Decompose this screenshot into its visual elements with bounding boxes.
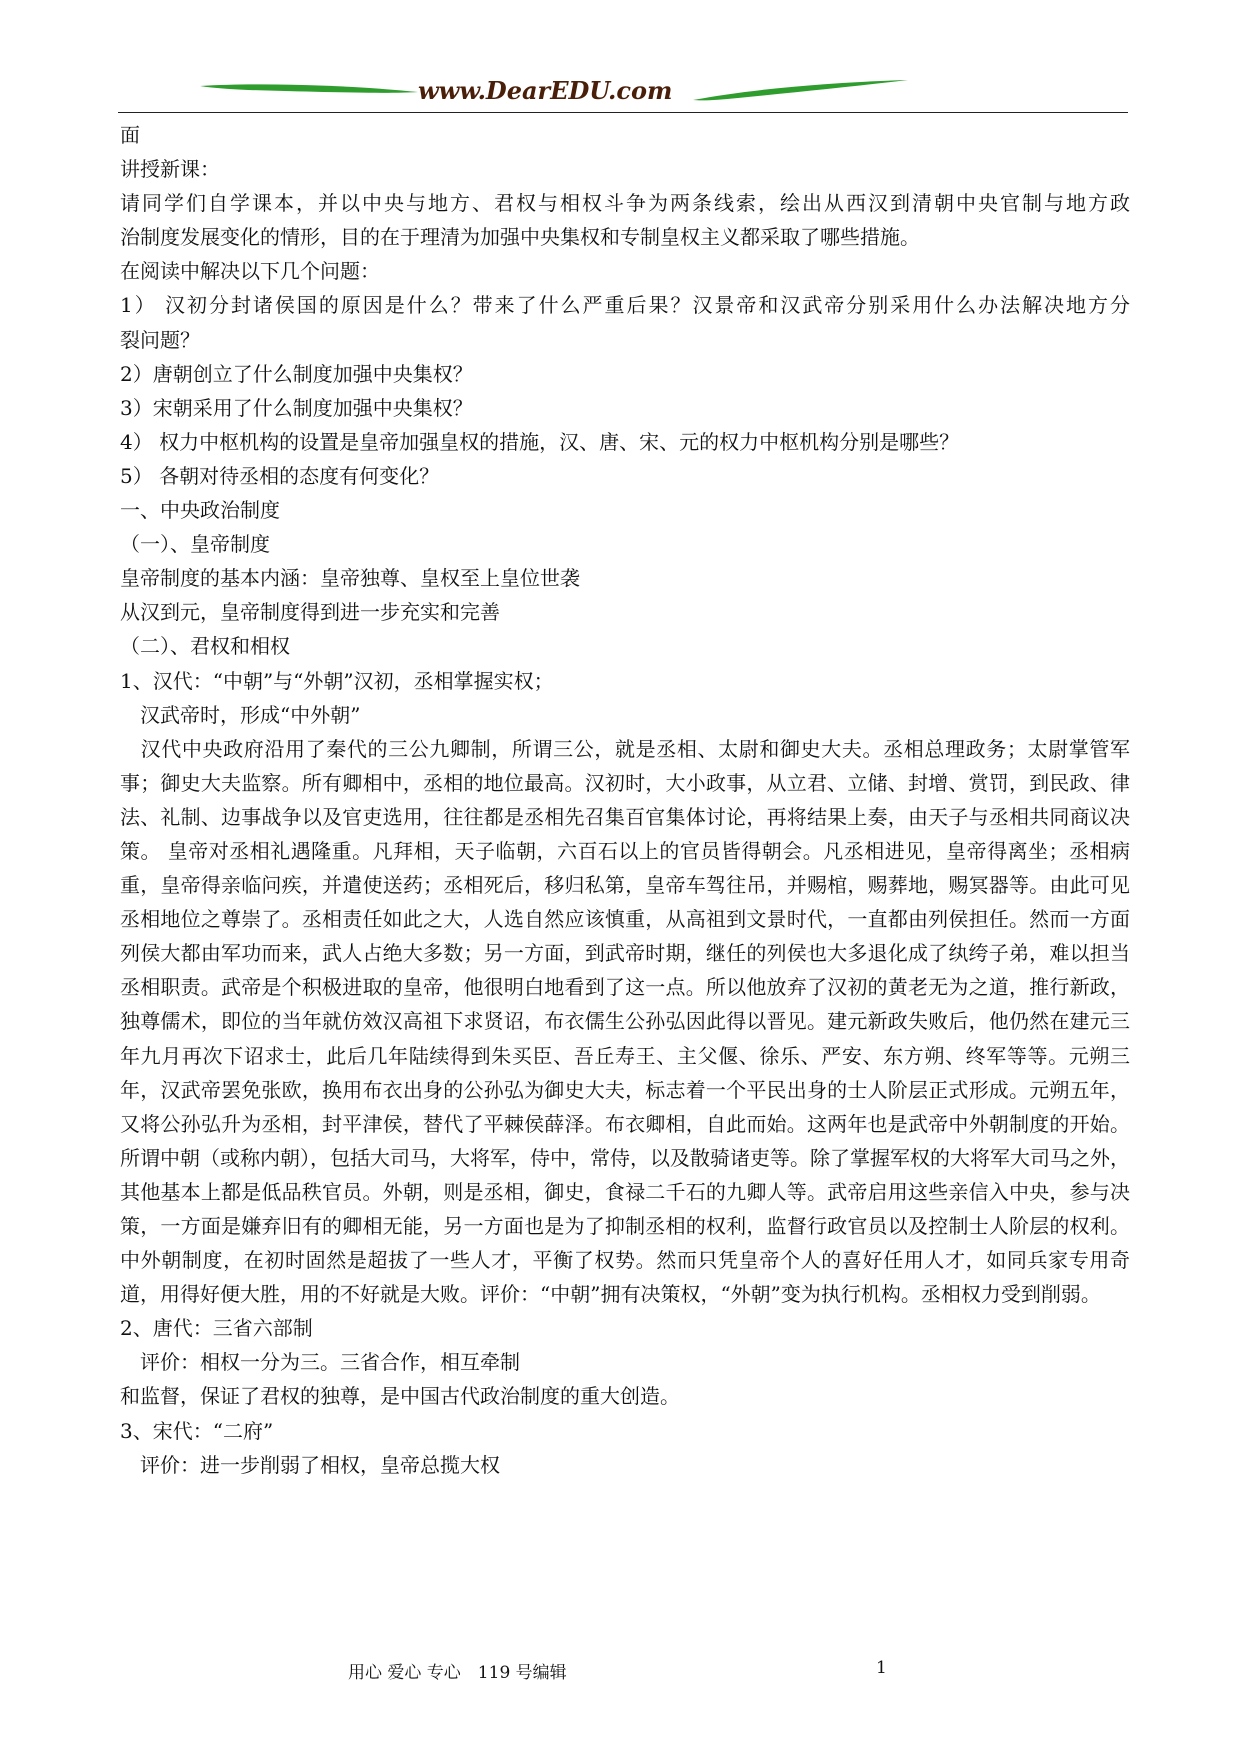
page-number: 1	[876, 1658, 887, 1678]
text-line: 面	[120, 123, 140, 147]
footer-text: 用心 爱心 专心 119 号编辑	[348, 1663, 567, 1683]
logo-swoosh-right	[693, 80, 908, 100]
text-line: 和监督，保证了君权的独尊，是中国古代政治制度的重大创造。	[120, 1384, 680, 1409]
text-line: 1、汉代：“中朝”与“外朝”汉初，丞相掌握实权；	[120, 668, 554, 693]
text-line: 3、宋代：“二府”	[120, 1418, 274, 1443]
text-line: 3）宋朝采用了什么制度加强中央集权？	[120, 395, 473, 420]
text-line: 从汉到元，皇帝制度得到进一步充实和完善	[120, 600, 500, 625]
section-heading: 一、中央政治制度	[120, 498, 280, 523]
document-body	[120, 118, 1130, 1482]
text-line: 汉武帝时，形成“中外朝”	[120, 702, 361, 727]
dearedu-logo	[118, 78, 1128, 122]
text-line: 治制度发展变化的情形，目的在于理清为加强中央集权和专制皇权主义都采取了哪些措施。	[120, 225, 920, 250]
text-line: 请同学们自学课本，并以中央与地方、君权与相权斗争为两条线索，绘出从西汉到清朝中央官制与地方政	[120, 191, 1130, 216]
text-line: 5） 各朝对待丞相的态度有何变化？	[120, 463, 440, 488]
text-line: 裂问题？	[120, 327, 200, 352]
text-line: 皇帝制度的基本内涵：皇帝独尊、皇权至上皇位世袭	[120, 566, 580, 591]
text-line: 在阅读中解决以下几个问题：	[120, 259, 380, 284]
header-rule	[118, 112, 1128, 113]
text-line: 1） 汉初分封诸侯国的原因是什么？带来了什么严重后果？汉景帝和汉武帝分别采用什么办法解决地方分	[120, 293, 1130, 318]
logo-swoosh-left	[200, 84, 418, 92]
text-line: 2）唐朝创立了什么制度加强中央集权？	[120, 361, 473, 386]
text-line: 讲授新课：	[120, 157, 220, 182]
text-line: 评价：进一步削弱了相权，皇帝总揽大权	[120, 1452, 500, 1477]
body-paragraph: 汉代中央政府沿用了秦代的三公九卿制，所谓三公，就是丞相、太尉和御史大夫。丞相总理政务；太尉掌管军事；御史大夫监察。所有卿相中，丞相的地位最高。汉初时，大小政事，从立君、立储、封增、赏罚，到民政、律法、礼制、边事战争以及官吏选用，往往都是丞相先召集百官集体讨论，再将结果上奏，由天子与丞相共同商议决策。 皇帝对丞相礼遇隆重。凡拜相，天子临朝，六百石以上的官员皆得朝会。凡丞相进见，皇帝得离坐；丞相病重，皇帝得亲临问疾，并遣使送药；丞相死后，移归私第，皇帝车驾往吊，并赐棺，赐葬地，赐冥器等。由此可见丞相地位之尊崇了。丞相责任如此之大，人选自然应该慎重，从高祖到文景时代，一直都由列侯担任。然而一方面列侯大都由军功而来，武人占绝大多数；另一方面，到武帝时期，继任的列侯也大多退化成了纨绔子弟，难以担当丞相职责。武帝是个积极进取的皇帝，他很明白地看到了这一点。所以他放弃了汉初的黄老无为之道，推行新政，独尊儒术，即位的当年就仿效汉高祖下求贤诏，布衣儒生公孙弘因此得以晋见。建元新政失败后，他仍然在建元三年九月再次下诏求士，此后几年陆续得到朱买臣、吾丘寿王、主父偃、徐乐、严安、东方朔、终军等等。元朔三年，汉武帝罢免张欧，换用布衣出身的公孙弘为御史大夫，标志着一个平民出身的士人阶层正式形成。元朔五年，又将公孙弘升为丞相，封平津侯，替代了平棘侯薛泽。布衣卿相，自此而始。这两年也是武帝中外朝制度的开始。所谓中朝（或称内朝），包括大司马，大将军，侍中，常侍，以及散骑诸吏等。除了掌握军权的大将军大司马之外，其他基本上都是低品秩官员。外朝，则是丞相，御史，食禄二千石的九卿人等。武帝启用这些亲信入中央，参与决策，一方面是嫌弃旧有的卿相无能，另一方面也是为了抑制丞相的权利，监督行政官员以及控制士人阶层的权利。中外朝制度，在初时固然是超拔了一些人才，平衡了权势。然而只凭皇帝个人的喜好任用人才，如同兵家专用奇道，用得好便大胜，用的不好就是大败。评价：“中朝”拥有决策权，“外朝”变为执行机构。丞相权力受到削弱。	[120, 736, 1130, 1307]
text-line: 2、唐代：三省六部制	[120, 1316, 313, 1341]
logo-text: www.DearEDU.com	[418, 78, 673, 105]
subsection-heading: （二）、君权和相权	[120, 634, 290, 659]
page-header	[118, 78, 1128, 122]
text-line: 4） 权力中枢机构的设置是皇帝加强皇权的措施，汉、唐、宋、元的权力中枢机构分别是哪些？	[120, 429, 960, 454]
text-line: 评价：相权一分为三。三省合作，相互牵制	[120, 1350, 520, 1375]
subsection-heading: （一）、皇帝制度	[120, 532, 270, 557]
